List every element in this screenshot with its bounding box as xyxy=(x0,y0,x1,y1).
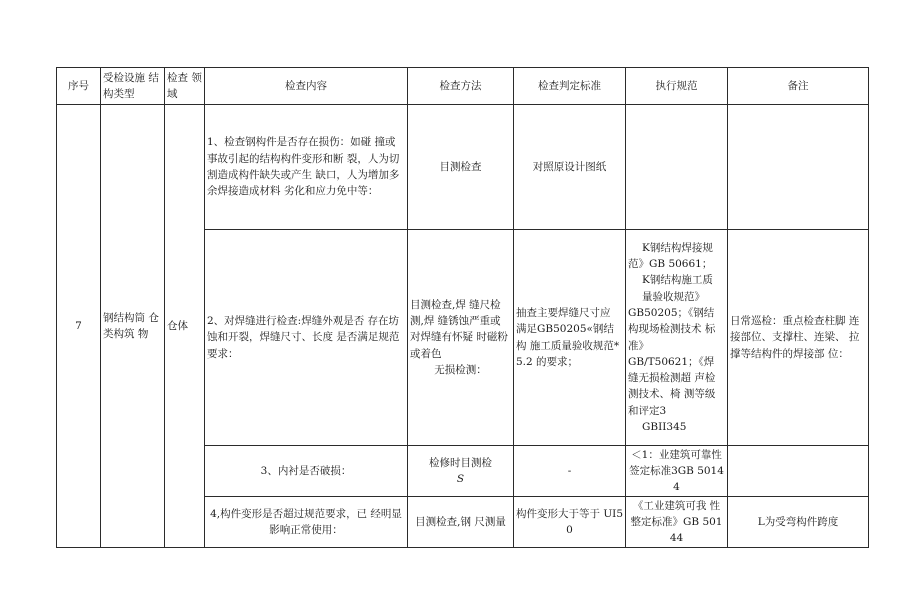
domain-cell: 仓体 xyxy=(165,105,205,548)
facility-type-cell: 钢结构筒 仓类构筑 物 xyxy=(101,105,165,548)
spec-line: GB50205；《钢结 xyxy=(628,306,715,319)
header-facility-type: 受检设施 结构类型 xyxy=(101,68,165,105)
method-cell xyxy=(408,230,514,446)
method-subtext: S xyxy=(456,473,465,485)
remark-cell xyxy=(728,446,869,497)
content-cell: 4,构件变形是否超过规范要求，已 经明显影响正常使用： xyxy=(205,497,408,548)
method-text: 检修时目测检 xyxy=(429,456,492,469)
spec-cell: ＜1：业建筑可靠性签定标准3GB 50144 xyxy=(626,446,728,497)
spec-line: 缝无损检测超 声检 xyxy=(628,372,716,385)
method-cell: 目测检查,钢 尺测量 xyxy=(408,497,514,548)
spec-line: 测技术、椅 测等级 xyxy=(628,388,716,401)
spec-line: GBII345 xyxy=(642,420,687,433)
header-criteria: 检查判定标准 xyxy=(514,68,626,105)
spec-cell xyxy=(626,105,728,230)
criteria-cell: 对照原设计图纸 xyxy=(514,105,626,230)
table-row xyxy=(57,105,869,230)
method-subtext: 无损检测： xyxy=(434,363,487,376)
criteria-cell: 抽查主要焊缝尺寸应 满足GB50205«钢结构 施工质量验收规范*5.2 的要求； xyxy=(514,230,626,446)
header-domain: 检查 领域 xyxy=(165,68,205,105)
spec-cell: 《工业建筑可我 性整定标准》GB 50144 xyxy=(626,497,728,548)
spec-line: K钢结构焊接规 xyxy=(642,241,713,254)
header-content: 检查内容 xyxy=(205,68,408,105)
criteria-cell: - xyxy=(514,446,626,497)
method-cell: 目测检查 xyxy=(408,105,514,230)
header-row xyxy=(57,68,869,105)
inspection-table xyxy=(56,67,869,548)
remark-cell: L为受弯构件跨度 xyxy=(728,497,869,548)
remark-cell: 日常巡检：重点检查柱脚 连接部位、支撑柱、连梁、 拉撑等结构件的焊接部 位： xyxy=(728,230,869,446)
method-cell xyxy=(408,446,514,497)
content-cell: 3、内衬是否破损： xyxy=(205,446,408,497)
spec-line: GB/T50621；《焊 xyxy=(628,355,715,368)
spec-cell xyxy=(626,230,728,446)
header-remark: 备注 xyxy=(728,68,869,105)
spec-line: 构现场检测技术 标 xyxy=(628,323,716,336)
content-cell: 2、对焊缝进行检查:焊缝外观是否 存在坊蚀和开裂，焊缝尺寸、长度 是否满足规范要求： xyxy=(205,230,408,446)
content-cell: 1、检查钢构件是否存在损伤：如碰 撞或事故引起的结构构件变形和断 裂，人为切割造成构件缺失或产生 缺口，人为增加多余焊接造成材料 劣化和应力免中等： xyxy=(205,105,408,230)
header-seq: 序号 xyxy=(57,68,101,105)
spec-line: 准》 xyxy=(628,339,649,352)
header-spec: 执行规范 xyxy=(626,68,728,105)
spec-line: K钢结构施工质 xyxy=(642,274,713,287)
remark-cell xyxy=(728,105,869,230)
spec-line: 量验收规范》 xyxy=(642,290,705,303)
seq-cell: 7 xyxy=(57,105,101,548)
spec-line: 和评定3 xyxy=(628,404,667,417)
method-text: 目测检查,焊 缝尺检测,焊 缝锈蚀严重或 对焊缝有怀疑 时磁粉或着色 xyxy=(410,298,508,360)
spec-line: 范》GB 50661； xyxy=(628,258,713,271)
criteria-cell: 构件变形大于等于 UI50 xyxy=(514,497,626,548)
header-method: 检查方法 xyxy=(408,68,514,105)
